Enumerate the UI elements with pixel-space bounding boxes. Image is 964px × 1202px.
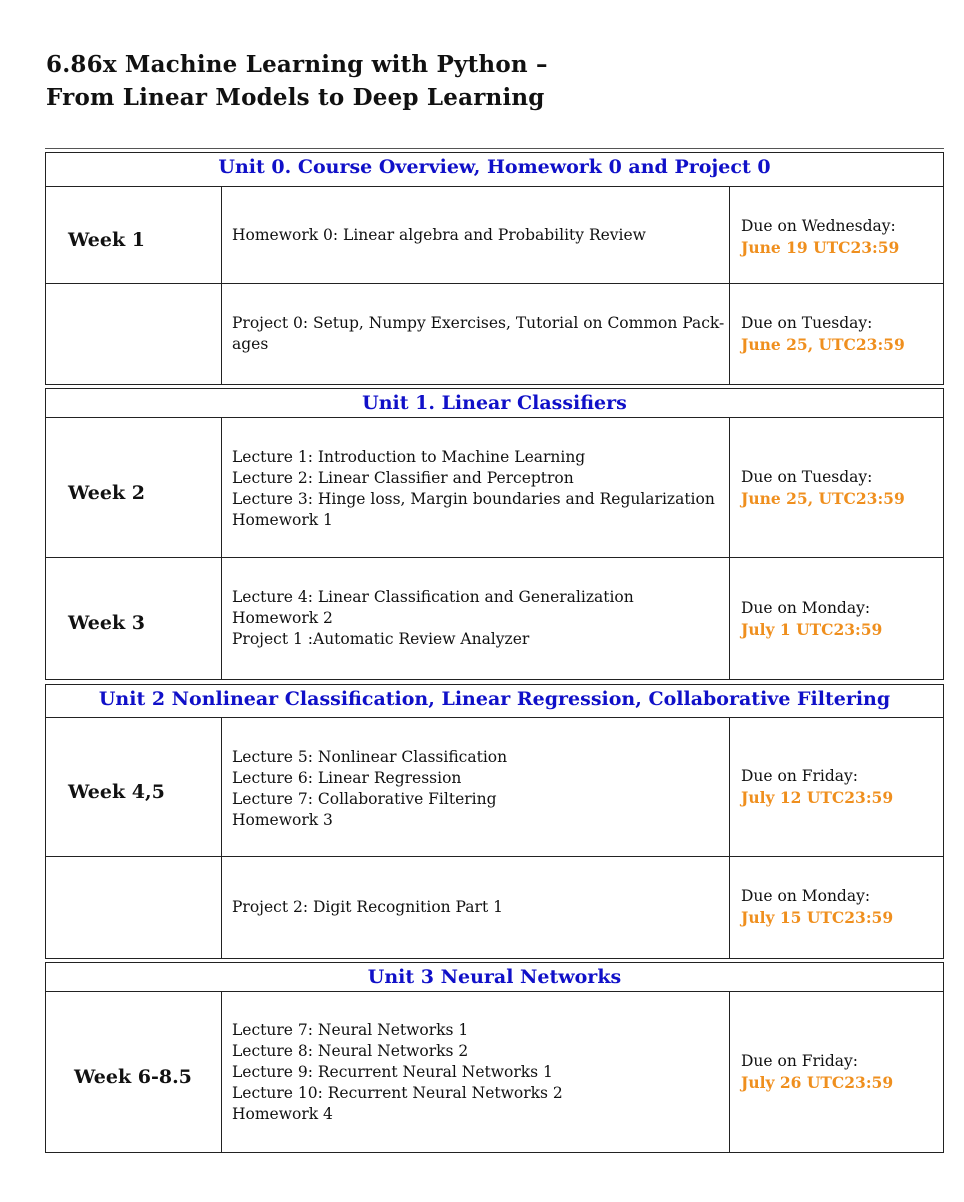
list-item: Homework 2 [232,609,333,627]
row-content [232,225,722,246]
row-content [232,587,722,650]
week-label: Week 3 [68,612,145,634]
unit-1-heading: Unit 1. Linear Classifiers [362,392,627,414]
title-line-1: 6.86x Machine Learning with Python – [46,51,548,78]
list-item: Homework 0: Linear algebra and Probability Review [232,226,646,244]
week-label: Week 4,5 [68,781,165,803]
due-date: July 26 UTC23:59 [741,1073,894,1092]
unit-2-col-divider-2 [729,717,730,958]
due-date: June 25, UTC23:59 [741,489,905,508]
unit-1-divider [45,417,944,418]
due-label: Due on Wednesday: [741,217,896,235]
list-item: Lecture 9: Recurrent Neural Networks 1 [232,1063,553,1081]
due-label: Due on Monday: [741,887,871,905]
unit-2-col-divider-1 [221,717,222,958]
due-cell [741,766,941,808]
list-item: Lecture 5: Nonlinear Classification [232,748,508,766]
list-item: Homework 3 [232,811,333,829]
unit-0-row-divider [45,283,944,284]
list-item: Lecture 4: Linear Classification and Generalization [232,588,634,606]
list-item: Lecture 6: Linear Regression [232,769,462,787]
page-title [46,48,548,114]
due-date: June 25, UTC23:59 [741,335,905,354]
due-cell [741,1051,941,1093]
unit-0-col-divider-1 [221,186,222,384]
unit-2-heading: Unit 2 Nonlinear Classification, Linear Regression, Collaborative Filtering [98,688,891,710]
week-label: Week 1 [68,229,145,251]
due-label: Due on Tuesday: [741,314,873,332]
due-label: Due on Tuesday: [741,468,873,486]
due-cell [741,467,941,509]
week-label: Week 6-8.5 [74,1066,192,1088]
list-item: ages [232,335,269,353]
list-item: Homework 1 [232,511,333,529]
due-label: Due on Monday: [741,599,871,617]
due-cell [741,313,941,355]
due-date: June 19 UTC23:59 [741,238,900,257]
unit-3-col-divider-2 [729,991,730,1152]
unit-0-heading: Unit 0. Course Overview, Homework 0 and Project 0 [218,156,771,178]
due-cell [741,886,941,928]
top-rule [45,148,944,149]
list-item: Project 1 :Automatic Review Analyzer [232,630,530,648]
unit-1-col-divider-1 [221,417,222,679]
unit-1-row-divider [45,557,944,558]
due-date: July 15 UTC23:59 [741,908,894,927]
week-label: Week 2 [68,482,145,504]
list-item: Lecture 8: Neural Networks 2 [232,1042,469,1060]
due-label: Due on Friday: [741,1052,859,1070]
row-content [232,747,722,831]
due-date: July 12 UTC23:59 [741,788,894,807]
due-date: July 1 UTC23:59 [741,620,883,639]
unit-0-divider [45,186,944,187]
list-item: Lecture 7: Collaborative Filtering [232,790,497,808]
row-content [232,313,725,355]
list-item: Project 2: Digit Recognition Part 1 [232,898,503,916]
unit-0-col-divider-2 [729,186,730,384]
unit-1-col-divider-2 [729,417,730,679]
unit-2-divider [45,717,944,718]
row-content [232,1020,722,1125]
unit-3-heading: Unit 3 Neural Networks [367,966,622,988]
list-item: Lecture 10: Recurrent Neural Networks 2 [232,1084,563,1102]
unit-3-divider [45,991,944,992]
due-cell [741,598,941,640]
list-item: Lecture 2: Linear Classifier and Perceptron [232,469,574,487]
list-item: Lecture 1: Introduction to Machine Learning [232,448,586,466]
row-content [232,447,722,531]
due-label: Due on Friday: [741,767,859,785]
list-item: Homework 4 [232,1105,333,1123]
list-item: Lecture 7: Neural Networks 1 [232,1021,469,1039]
due-cell [741,216,941,258]
row-content [232,897,722,918]
list-item: Lecture 3: Hinge loss, Margin boundaries and Regularization [232,490,715,508]
list-item: Project 0: Setup, Numpy Exercises, Tutorial on Common Pack- [232,314,725,332]
unit-2-row-divider [45,856,944,857]
title-line-2: From Linear Models to Deep Learning [46,84,545,111]
